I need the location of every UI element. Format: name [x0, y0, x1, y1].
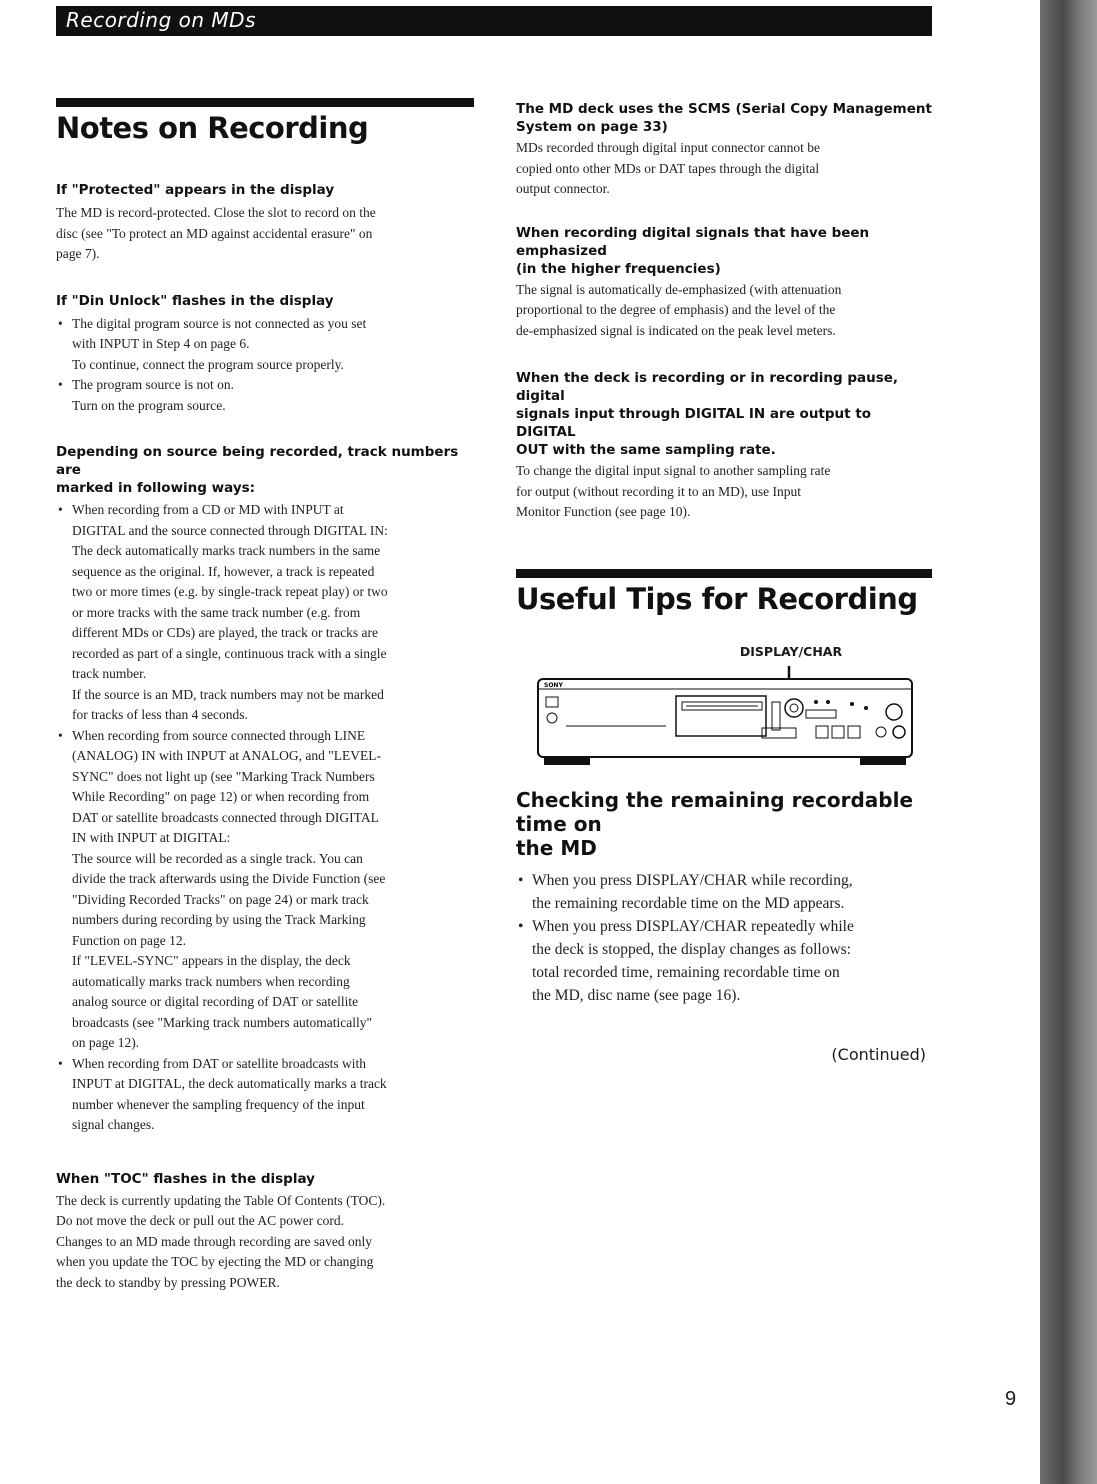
checking-section [516, 788, 932, 1007]
section-header-title: Recording on MDs [66, 8, 256, 32]
protected-heading: If "Protected" appears in the display [56, 182, 335, 198]
list-item: • When recording from DAT or satellite broadcasts with INPUT at DIGITAL, the deck automatically marks a track number whenever the sampling frequency of the input signal changes. [56, 1054, 474, 1136]
scms-heading: The MD deck uses the SCMS (Serial Copy Management System on page 33) [516, 101, 932, 135]
pause-text: To change the digital input signal to another sampling rate for output (without recording it to an MD), use Input Monitor Function (see page 10). [516, 463, 831, 519]
toc-heading: When "TOC" flashes in the display [56, 1170, 315, 1187]
list-item: • When recording from a CD or MD with INPUT at DIGITAL and the source connected through DIGITAL IN: The deck automatically marks track numbers in the same sequence as the original. If, however, a track is repeated two or more times (e.g. by single-track repeat play) or two or more tracks with the same track number (e.g. from different MDs or CDs) are played, the track or tracks are recorded as part of a single, continuous track with a single track number. If the source is an MD, track numbers may not be marked for tracks of less than 4 seconds. [56, 500, 474, 726]
track-numbers-heading: Depending on source being recorded, track numbers are marked in following ways: [56, 444, 459, 496]
page-edge-strip [1040, 0, 1097, 1484]
track-numbers-section [56, 443, 474, 1136]
md-deck-illustration [516, 644, 932, 780]
scms-section [516, 100, 932, 200]
emphasized-section [516, 224, 932, 342]
list-item: • When recording from source connected through LINE (ANALOG) IN with INPUT at ANALOG, and "LEVEL- SYNC" does not light up (see "Marking Track Numbers While Recording" on page 12) or when recording from DAT or satellite broadcasts connected through DIGITAL IN with INPUT at DIGITAL: The source will be recorded as a single track. You can divide the track afterwards using the Divide Function (see "Dividing Recorded Tracks" on page 24) or mark track numbers during recording by using the Track Marking Function on page 12. If "LEVEL-SYNC" appears in the display, the deck automatically marks track numbers when recording analog source or digital recording of DAT or satellite broadcasts (see "Marking track numbers automatically" on page 12). [56, 726, 474, 1054]
tips-rule [516, 569, 932, 578]
toc-text: The deck is currently updating the Table Of Contents (TOC). Do not move the deck or pull out the AC power cord. Changes to an MD made through recording are saved only when you update the TOC by ejecting the MD or changing the deck to standby by pressing POWER. [56, 1192, 386, 1290]
right-column [516, 100, 932, 1064]
emphasized-heading: When recording digital signals that have been emphasized (in the higher frequencies) [516, 224, 870, 277]
list-item: • The program source is not on. Turn on the program source. [56, 375, 474, 416]
section-header-bar [56, 6, 932, 36]
list-item: • The digital program source is not connected as you set with INPUT in Step 4 on page 6. To continue, connect the program source properly. [56, 314, 474, 376]
list-item: • When you press DISPLAY/CHAR repeatedly while the deck is stopped, the display changes as follows: total recorded time, remaining recordable time on the MD, disc name (see page 16). [516, 915, 932, 1007]
brand-logo: SONY [544, 681, 563, 689]
din-unlock-heading: If "Din Unlock" flashes in the display [56, 292, 334, 309]
emphasized-text: The signal is automatically de-emphasized (with attenuation proportional to the degree of emphasis) and the level of the de-emphasized signal is indicated on the peak level meters. [516, 281, 842, 338]
checking-heading: Checking the remaining recordable time on the MD [516, 787, 914, 860]
scms-text: MDs recorded through digital input connector cannot be copied onto other MDs or DAT tapes through the digital output connector. [516, 140, 821, 196]
tips-title: Useful Tips for Recording [516, 581, 918, 616]
toc-section [56, 1170, 474, 1294]
protected-text: The MD is record-protected. Close the slot to record on the disc (see "To protect an MD against accidental erasure" on page 7). [56, 205, 376, 261]
notes-title: Notes on Recording [56, 111, 369, 145]
display-char-label: DISPLAY/CHAR [739, 643, 843, 659]
title-rule [56, 98, 474, 107]
protected-section [56, 181, 474, 265]
pause-heading: When the deck is recording or in recording pause, digital signals input through DIGITAL IN are output to DIGITAL OUT with the same sampling rate. [516, 370, 899, 458]
continued-label: (Continued) [831, 1044, 926, 1064]
tips-section [516, 569, 932, 616]
din-unlock-section [56, 292, 474, 417]
left-column [56, 98, 474, 1293]
pause-section [516, 369, 932, 523]
page-number: 9 [1005, 1388, 1017, 1410]
list-item: • When you press DISPLAY/CHAR while recording, the remaining recordable time on the MD appears. [516, 869, 932, 915]
md-deck-drawing [536, 662, 936, 792]
